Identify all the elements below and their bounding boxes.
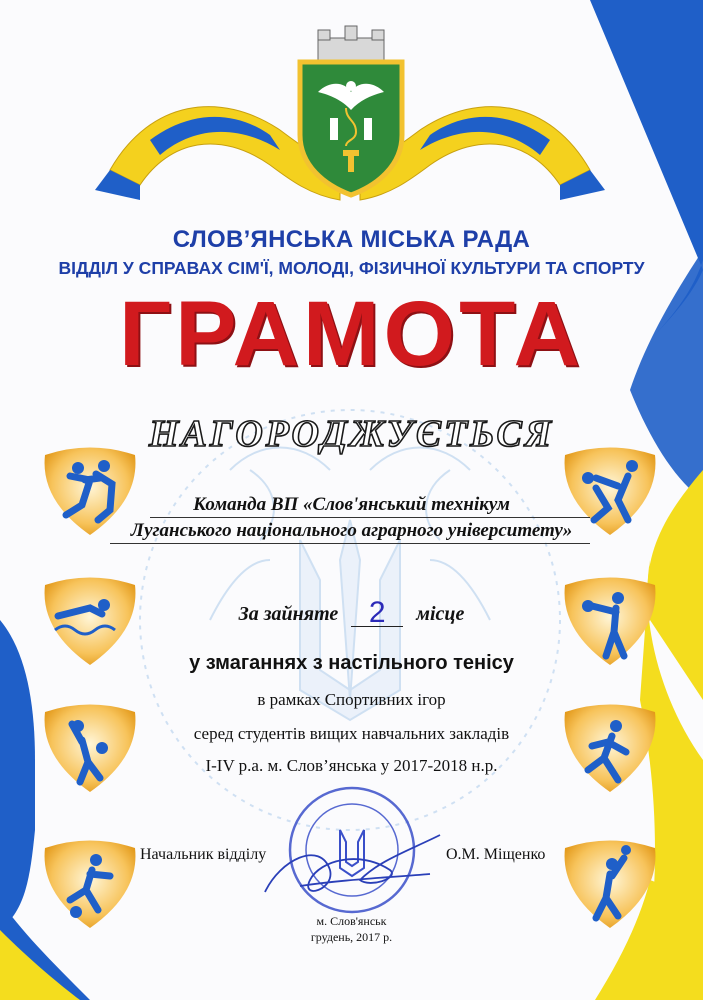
recipient-underline-2 — [110, 543, 590, 544]
signatory-role: Начальник відділу — [140, 846, 267, 863]
issue-city: м. Слов'янськ — [316, 914, 387, 928]
context-line2: серед студентів вищих навчальних закладів — [193, 724, 510, 743]
signatory-name: О.М. Міщенко — [446, 846, 546, 863]
recipient-line1: Команда ВП «Слов'янський технікум — [193, 494, 510, 515]
recipient-underline-1 — [150, 517, 590, 518]
issue-date: грудень, 2017 р. — [310, 930, 393, 944]
recipient-line2: Луганського національного аграрного університету» — [130, 520, 573, 541]
context-line3: І-ІV р.а. м. Слов’янська у 2017-2018 н.р. — [205, 756, 498, 775]
place-suffix: місце — [416, 603, 465, 625]
certificate-title: ГРАМОТА — [119, 283, 584, 385]
place-value: 2 — [351, 600, 403, 627]
context-line1: в рамках Спортивних ігор — [257, 690, 446, 709]
org-name-line2: ВІДДІЛ У СПРАВАХ СІМ'Ї, МОЛОДІ, ФІЗИЧНОЇ КУЛЬТУРИ ТА СПОРТУ — [58, 258, 645, 278]
place-prefix: За зайняте — [238, 603, 339, 625]
event-name: у змаганнях з настільного тенісу — [189, 652, 514, 674]
org-name-line1: СЛОВ’ЯНСЬКА МІСЬКА РАДА — [172, 226, 531, 253]
awarded-label: НАГОРОДЖУЄТЬСЯ — [148, 413, 555, 455]
place-row — [0, 596, 703, 629]
